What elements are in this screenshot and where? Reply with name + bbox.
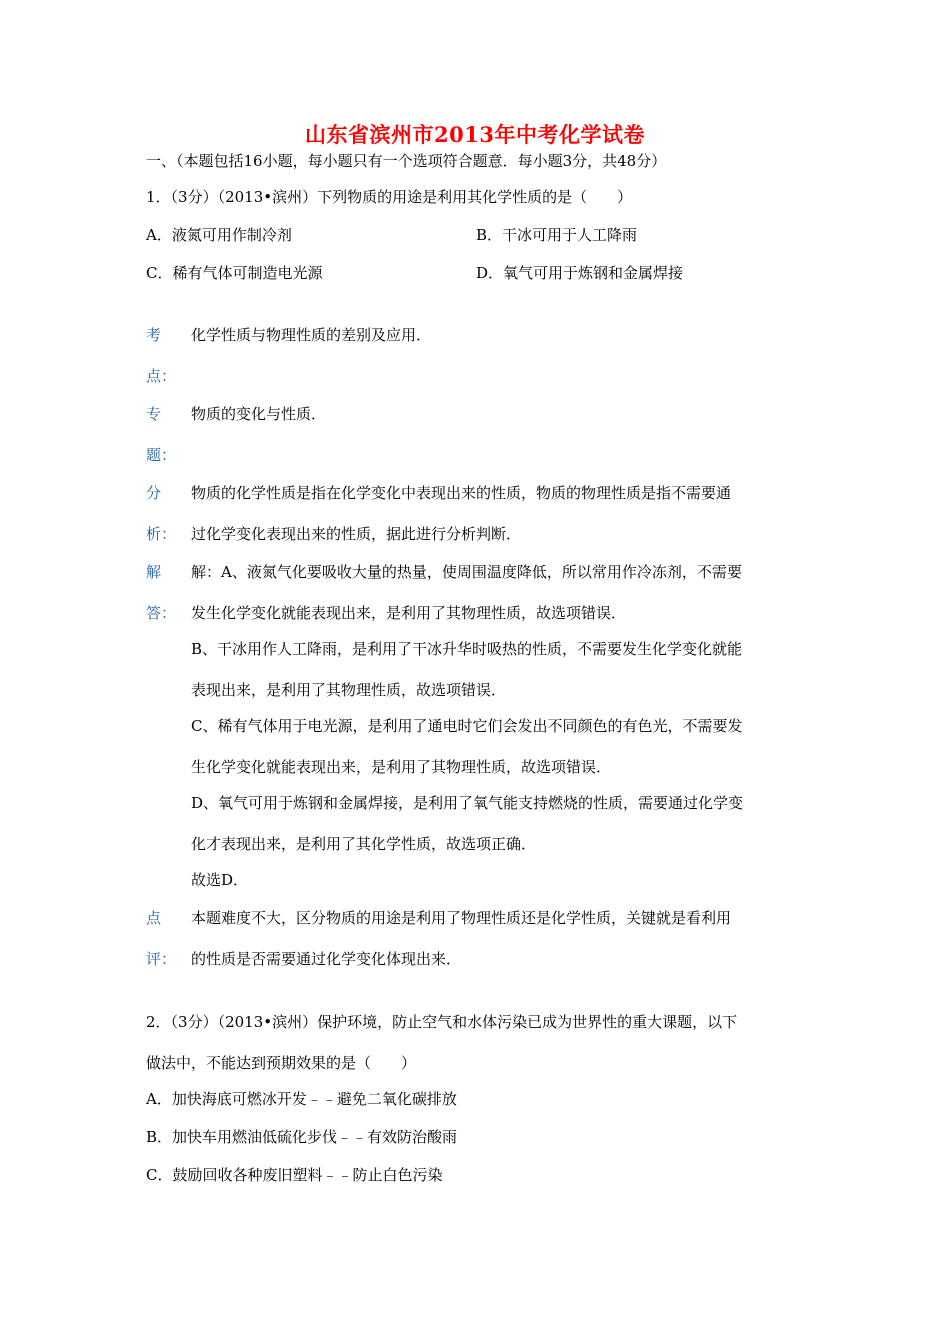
- question-1-option-c: C．稀有气体可制造电光源: [146, 264, 323, 282]
- label-zhuanti-1: 专: [146, 405, 162, 423]
- zhuanti-text: 物质的变化与性质．: [191, 405, 327, 423]
- jieda-line-5: C、稀有气体用于电光源，是利用了通电时它们会发出不同颜色的有色光，不需要发: [191, 717, 743, 735]
- jieda-line-9: 故选D．: [191, 871, 249, 889]
- dianping-line-2: 的性质是否需要通过化学变化体现出来．: [191, 950, 462, 968]
- question-1-stem: 1．（3分）（2013•滨州）下列物质的用途是利用其化学性质的是（ ）: [146, 188, 633, 206]
- label-zhuanti-2: 题：: [146, 446, 177, 464]
- kaodian-text: 化学性质与物理性质的差别及应用．: [191, 326, 432, 344]
- fenxi-line-1: 物质的化学性质是指在化学变化中表现出来的性质，物质的物理性质是指不需要通: [191, 484, 732, 502]
- question-1-option-a: A．液氮可用作制冷剂: [146, 226, 292, 244]
- exam-title: 山东省滨州市2013年中考化学试卷: [305, 122, 645, 147]
- label-kaodian-2: 点：: [146, 367, 177, 385]
- question-2-option-c: C．鼓励回收各种废旧塑料﹣﹣防止白色污染: [146, 1166, 443, 1184]
- jieda-line-6: 生化学变化就能表现出来，是利用了其物理性质，故选项错误．: [191, 758, 612, 776]
- label-fenxi-1: 分: [146, 484, 162, 502]
- jieda-line-3: B、干冰用作人工降雨，是利用了干冰升华时吸热的性质，不需要发生化学变化就能: [191, 640, 743, 658]
- question-1-option-d: D．氧气可用于炼钢和金属焊接: [476, 264, 684, 282]
- jieda-line-2: 发生化学变化就能表现出来，是利用了其物理性质，故选项错误．: [191, 604, 627, 622]
- question-2-option-a: A．加快海底可燃冰开发﹣﹣避免二氧化碳排放: [146, 1090, 457, 1108]
- question-2-stem-line-2: 做法中，不能达到预期效果的是（ ）: [146, 1054, 417, 1072]
- question-1-option-b: B．干冰可用于人工降雨: [476, 226, 638, 244]
- label-dianping-1: 点: [146, 909, 162, 927]
- label-fenxi-2: 析：: [146, 525, 177, 543]
- question-2-stem-line-1: 2．（3分）（2013•滨州）保护环境，防止空气和水体污染已成为世界性的重大课题，以下: [146, 1013, 738, 1031]
- jieda-line-1: 解：A、液氮气化要吸收大量的热量，使周围温度降低，所以常用作冷冻剂，不需要: [191, 563, 742, 581]
- label-dianping-2: 评：: [146, 950, 177, 968]
- jieda-line-8: 化才表现出来，是利用了其化学性质，故选项正确．: [191, 835, 537, 853]
- label-kaodian-1: 考: [146, 326, 162, 344]
- section-header: 一、（本题包括16小题，每小题只有一个选项符合题意．每小题3分，共48分）: [146, 152, 667, 170]
- fenxi-line-2: 过化学变化表现出来的性质，据此进行分析判断．: [191, 525, 522, 543]
- label-jieda-2: 答：: [146, 604, 177, 622]
- jieda-line-4: 表现出来，是利用了其物理性质，故选项错误．: [191, 681, 507, 699]
- question-2-option-b: B．加快车用燃油低硫化步伐﹣﹣有效防治酸雨: [146, 1128, 458, 1146]
- jieda-line-7: D、氧气可用于炼钢和金属焊接，是利用了氧气能支持燃烧的性质，需要通过化学变: [191, 794, 744, 812]
- label-jieda-1: 解: [146, 563, 162, 581]
- dianping-line-1: 本题难度不大，区分物质的用途是利用了物理性质还是化学性质，关键就是看利用: [191, 909, 732, 927]
